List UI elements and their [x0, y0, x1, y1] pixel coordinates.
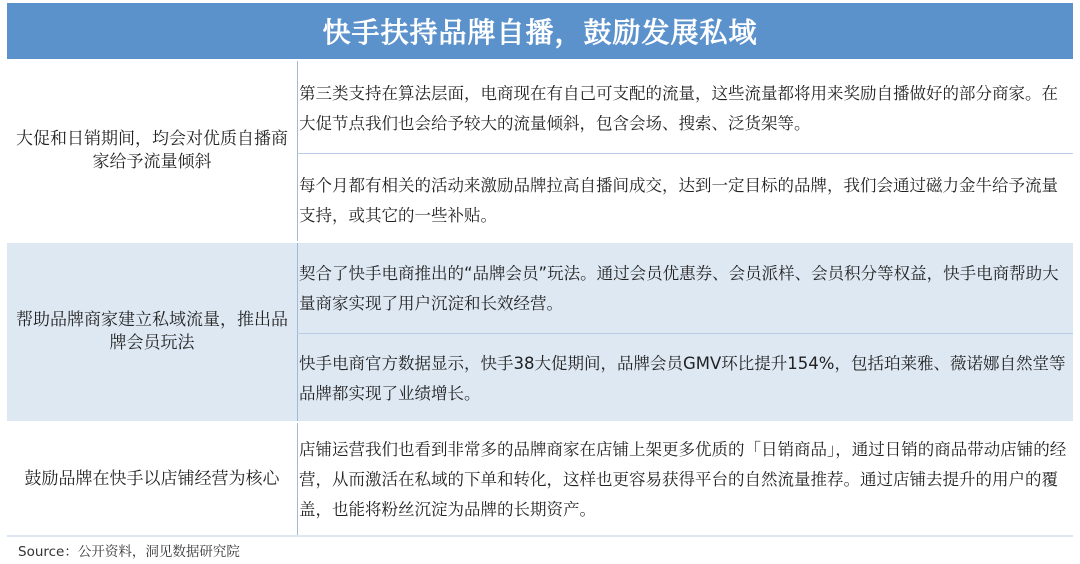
- row-separator: [7, 241, 1073, 243]
- cell-divider: [297, 333, 1073, 334]
- source-note: Source：公开资料，洞见数据研究院: [18, 544, 240, 560]
- row-label: 大促和日销期间，均会对优质自播商家给予流量倾斜: [16, 129, 288, 172]
- column-divider: [297, 423, 298, 535]
- row-label: 鼓励品牌在快手以店铺经营为核心: [24, 468, 280, 489]
- row-separator: [7, 421, 1073, 423]
- column-divider: [297, 61, 298, 241]
- cell-divider: [297, 153, 1073, 154]
- column-divider: [297, 243, 298, 421]
- row-item: 每个月都有相关的活动来激励品牌拉高自播间成交，达到一定目标的品牌，我们会通过磁力金牛给予流量支持，或其它的一些补贴。: [299, 176, 1058, 225]
- row-label: 帮助品牌商家建立私域流量，推出品牌会员玩法: [16, 310, 288, 353]
- page-title: 快手扶持品牌自播，鼓励发展私域: [7, 3, 1073, 59]
- row-separator: [7, 535, 1073, 537]
- row-item: 契合了快手电商推出的“品牌会员”玩法。通过会员优惠券、会员派样、会员积分等权益，快手电商帮助大量商家实现了用户沉淀和长效经营。: [299, 264, 1059, 313]
- row-item: 第三类支持在算法层面，电商现在有自己可支配的流量，这些流量都将用来奖励自播做好的部分商家。在大促节点我们也会给予较大的流量倾斜，包含会场、搜索、泛货架等。: [299, 84, 1058, 133]
- row-item: 快手电商官方数据显示，快手38大促期间，品牌会员GMV环比提升154%，包括珀莱雅、薇诺娜自然堂等品牌都实现了业绩增长。: [299, 354, 1066, 403]
- table-row: [7, 61, 1073, 241]
- table-row: [7, 423, 1073, 535]
- row-item: 店铺运营我们也看到非常多的品牌商家在店铺上架更多优质的「日销商品」，通过日销的商品带动店铺的经营，从而激活在私域的下单和转化，这样也更容易获得平台的自然流量推荐。通过店铺去提升的用户的覆盖，也能将粉丝沉淀为品牌的长期资产。: [299, 440, 1067, 519]
- table-row: [7, 243, 1073, 421]
